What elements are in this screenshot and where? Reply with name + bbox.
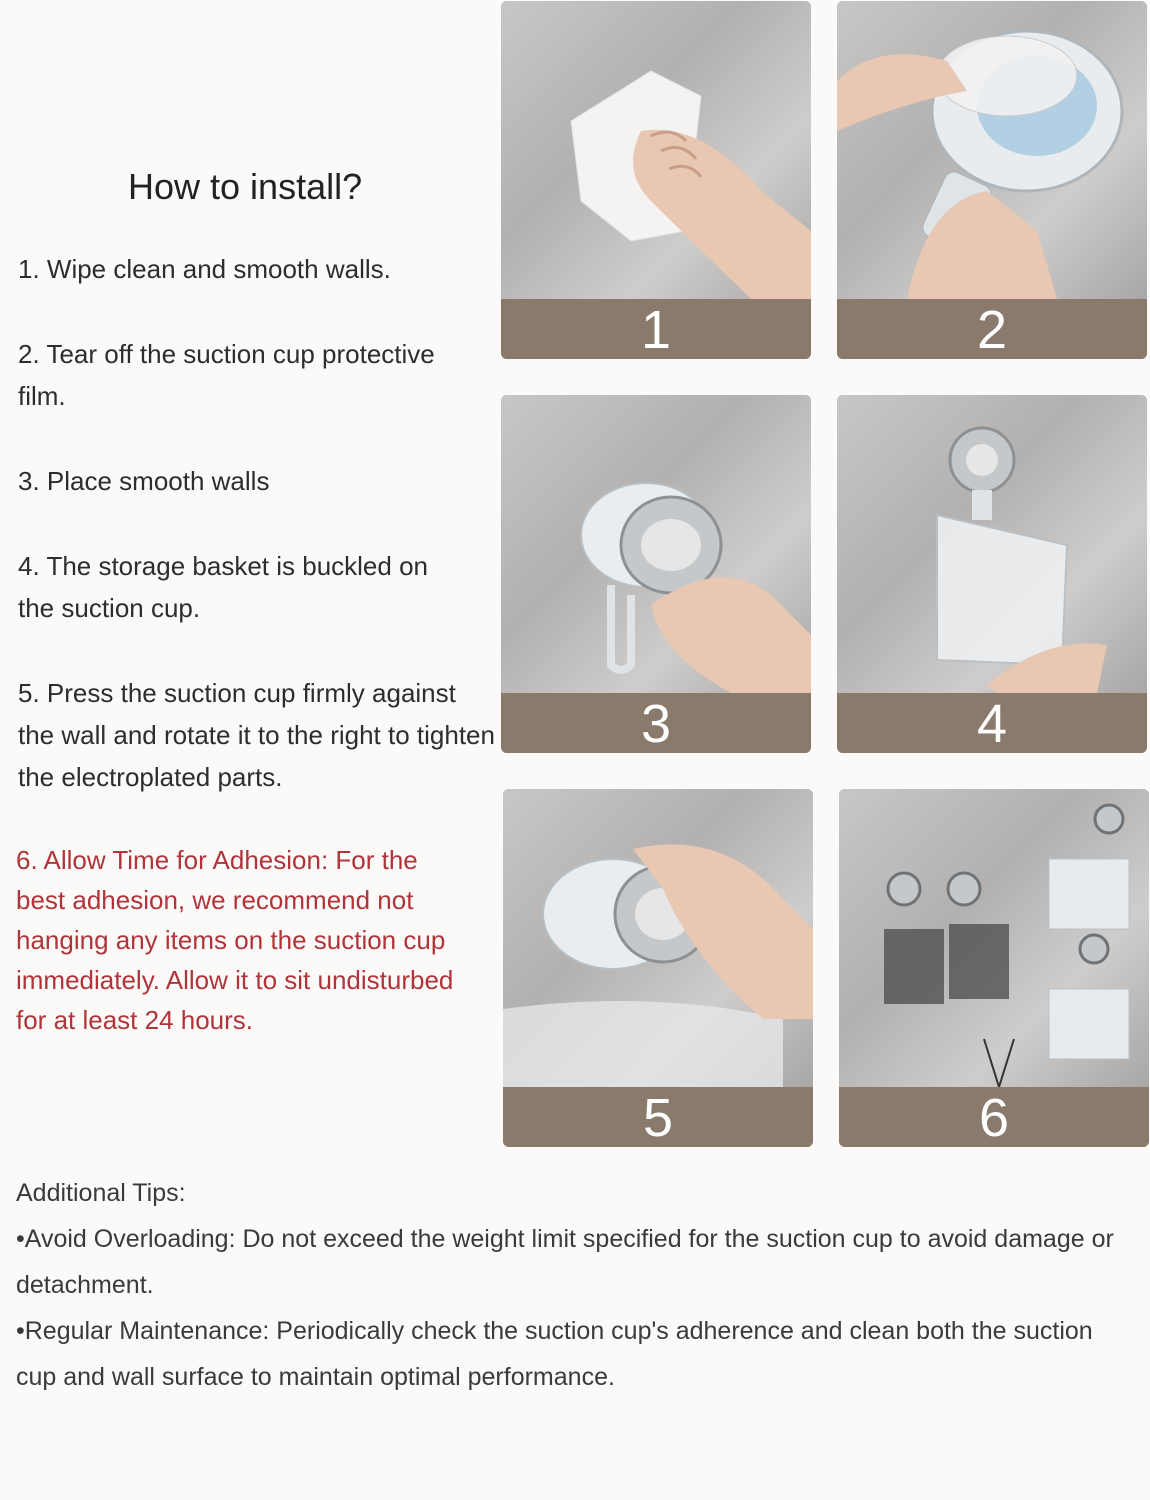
step-number-2: 2 xyxy=(837,299,1147,359)
peel-film-icon xyxy=(837,1,1147,299)
step-image-6 xyxy=(839,789,1149,1147)
step-4: 4. The storage basket is buckled on the suction cup. xyxy=(18,551,428,623)
tip-item-maintenance: •Regular Maintenance: Periodically check the suction cup's adherence and clean both the suction cup and wall surface to maintain optimal performance. xyxy=(16,1317,1093,1391)
step-2: 2. Tear off the suction cup protective film. xyxy=(18,339,435,411)
step-1: 1. Wipe clean and smooth walls. xyxy=(18,254,391,284)
wiping-hand-icon xyxy=(501,1,811,299)
step-image-4 xyxy=(837,395,1147,753)
step-number-1: 1 xyxy=(501,299,811,359)
additional-tips xyxy=(16,1170,1126,1400)
step-image-5 xyxy=(503,789,813,1147)
step-6: 6. Allow Time for Adhesion: For the best adhesion, we recommend not hanging any items on the suction cup immediately. Allow it to sit undisturbed for at least 24 hours. xyxy=(16,845,454,1035)
rotate-cup-icon xyxy=(503,789,813,1087)
basket-hang-icon xyxy=(837,395,1147,693)
step-image-3 xyxy=(501,395,811,753)
step-3: 3. Place smooth walls xyxy=(18,466,270,496)
step-5: 5. Press the suction cup firmly against the wall and rotate it to the right to tighten the electroplated parts. xyxy=(18,678,495,792)
suction-cup-press-icon xyxy=(501,395,811,693)
tips-title: Additional Tips: xyxy=(16,1179,186,1207)
page-title: How to install? xyxy=(128,166,363,207)
baskets-on-wall-icon xyxy=(839,789,1149,1087)
step-number-5: 5 xyxy=(503,1087,813,1147)
step-number-4: 4 xyxy=(837,693,1147,753)
tip-item-overloading: •Avoid Overloading: Do not exceed the weight limit specified for the suction cup to avoid damage or detachment. xyxy=(16,1225,1114,1299)
step-image-2 xyxy=(837,1,1147,359)
step-number-6: 6 xyxy=(839,1087,1149,1147)
step-image-1 xyxy=(501,1,811,359)
step-number-3: 3 xyxy=(501,693,811,753)
